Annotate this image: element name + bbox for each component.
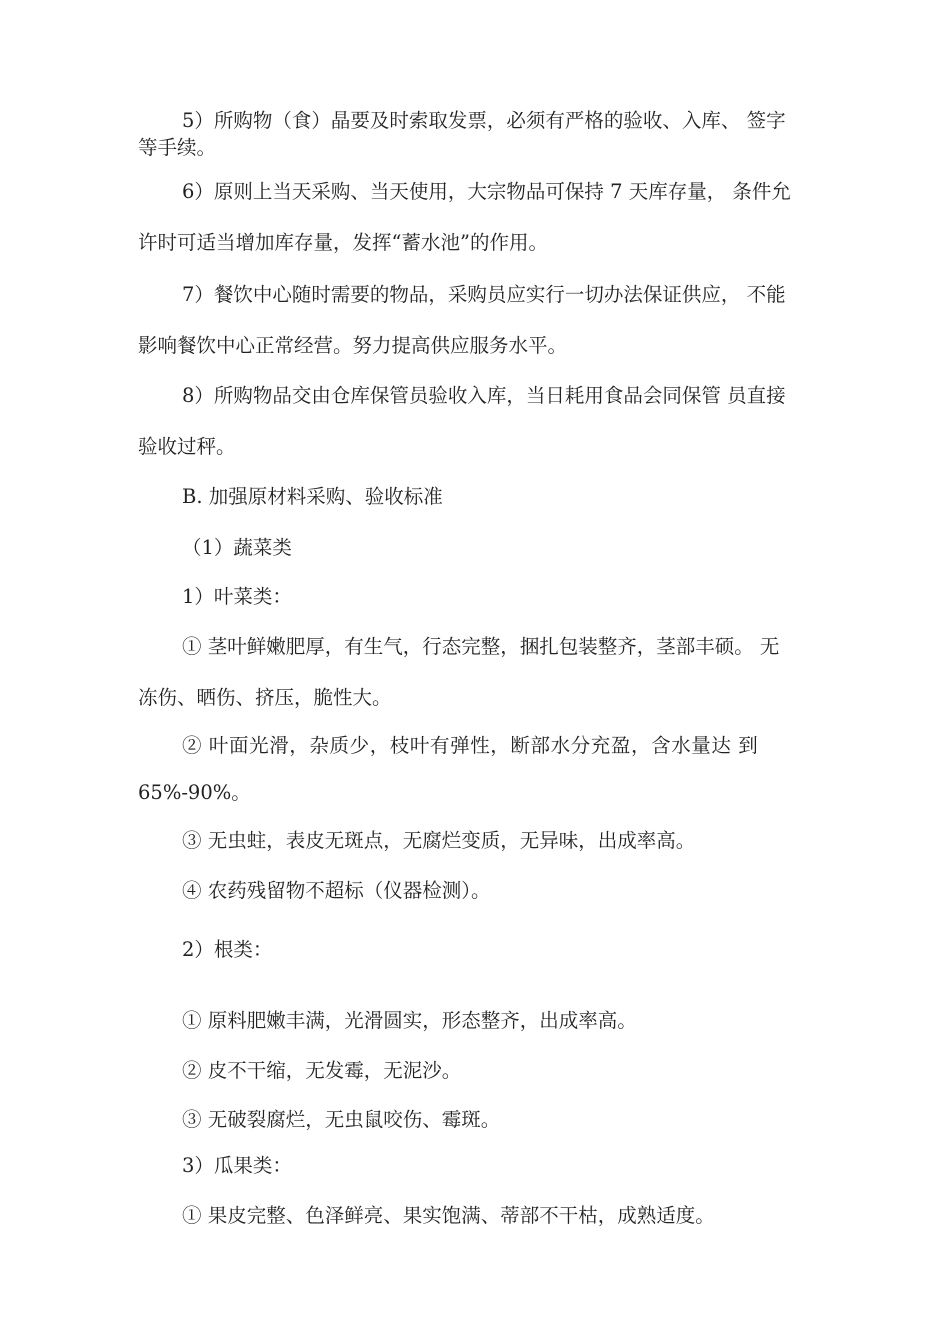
- paragraph-line: 5）所购物（食）晶要及时索取发票，必须有严格的验收、入库、 签字: [182, 109, 786, 132]
- paragraph-line: 验收过秤。: [138, 435, 236, 458]
- list-item: ② 皮不干缩，无发霉，无泥沙。: [182, 1059, 462, 1082]
- list-item: ④ 农药残留物不超标（仪器检测）。: [182, 879, 491, 902]
- list-item: ③ 无虫蛀，表皮无斑点，无腐烂变质，无异味，出成率高。: [182, 829, 696, 852]
- list-item: ① 原料肥嫩丰满，光滑圆实，形态整齐，出成率高。: [182, 1009, 637, 1032]
- list-item-continuation: 65%-90%。: [138, 781, 251, 804]
- paragraph-line: 许时可适当增加库存量，发挥“蓄水池”的作用。: [138, 231, 548, 254]
- list-item-continuation: 冻伤、晒伤、挤压，脆性大。: [138, 686, 392, 709]
- paragraph-line: 6）原则上当天采购、当天使用，大宗物品可保持 7 天库存量， 条件允: [182, 180, 791, 203]
- paragraph-line: 7）餐饮中心随时需要的物品，采购员应实行一切办法保证供应， 不能: [182, 283, 786, 306]
- list-item: ① 茎叶鲜嫩肥厚，有生气，行态完整，捆扎包装整齐，茎部丰硕。 无: [182, 635, 780, 658]
- list-heading: 2）根类：: [182, 938, 273, 961]
- paragraph-line: 8）所购物品交由仓库保管员验收入库，当日耗用食品会同保管 员直接: [182, 384, 786, 407]
- paragraph-line: 影响餐饮中心正常经营。努力提高供应服务水平。: [138, 334, 568, 357]
- list-item: ① 果皮完整、色泽鲜亮、果实饱满、蒂部不干枯，成熟适度。: [182, 1204, 715, 1227]
- subsection-heading: （1）蔬菜类: [182, 536, 292, 559]
- list-item: ② 叶面光滑，杂质少，枝叶有弹性，断部水分充盈，含水量达 到: [182, 734, 759, 757]
- list-item: ③ 无破裂腐烂，无虫鼠咬伤、霉斑。: [182, 1108, 501, 1131]
- paragraph-line: 等手续。: [138, 136, 217, 159]
- section-heading: B. 加强原材料采购、验收标准: [182, 485, 443, 508]
- list-heading: 3）瓜果类：: [182, 1154, 292, 1177]
- list-heading: 1）叶菜类：: [182, 585, 292, 608]
